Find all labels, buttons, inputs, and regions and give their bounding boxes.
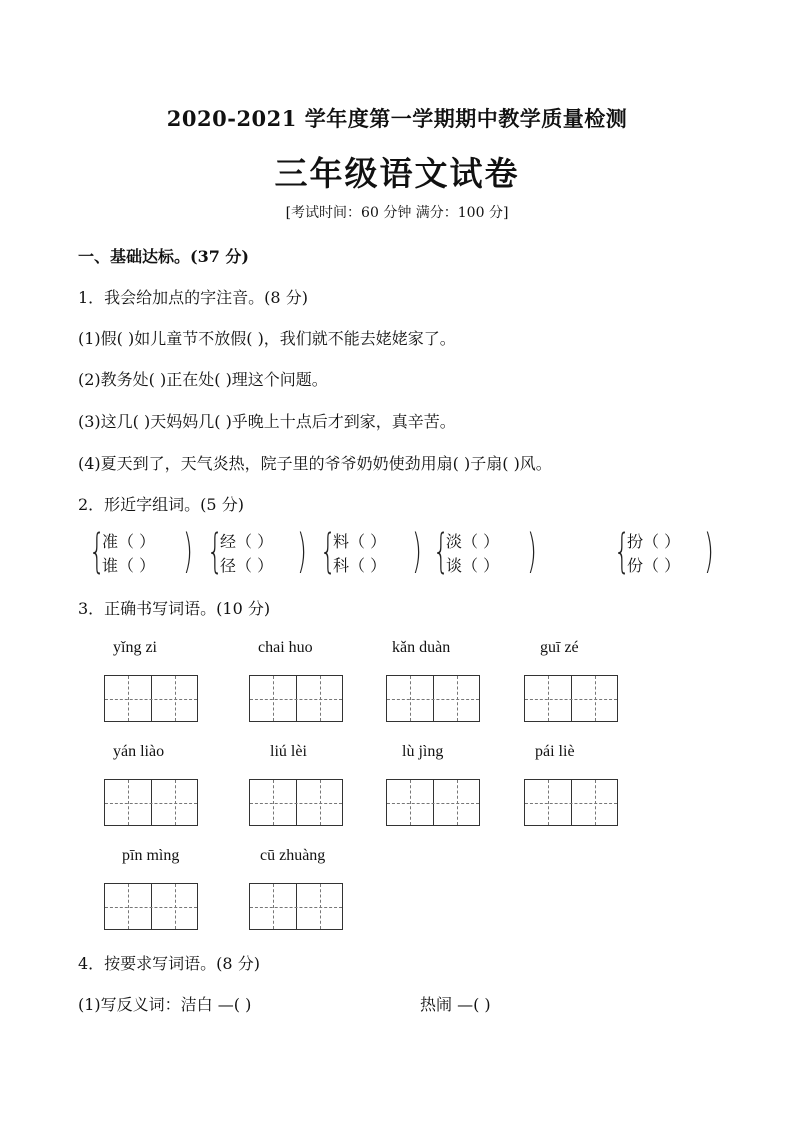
right-brace: ) [527, 524, 537, 578]
group-5-word-b: 份（ ） [627, 556, 681, 575]
left-brace: { [614, 524, 631, 578]
pinyin-7: lù jìng [402, 743, 444, 760]
group-1-word-b: 谁（ ） [102, 556, 156, 575]
pinyin-5: yán liào [113, 743, 165, 760]
pinyin-8: pái liè [535, 743, 575, 760]
char-group-2 [207, 524, 317, 579]
pinyin-4: guī zé [540, 639, 579, 656]
writing-box[interactable] [524, 675, 618, 722]
left-brace: { [207, 524, 224, 578]
pinyin-2: chai huo [258, 639, 313, 656]
group-4-word-a: 淡（ ） [446, 532, 500, 551]
right-brace: ) [183, 524, 193, 578]
question-1-line-1: (1)假( )如儿童节不放假( )，我们就不能去姥姥家了。 [78, 329, 456, 348]
right-brace: ) [297, 524, 307, 578]
question-4-line-1b: 热闹 —( ) [420, 995, 491, 1014]
right-brace: ) [412, 524, 422, 578]
writing-box[interactable] [524, 779, 618, 826]
exam-info: [考试时间：60 分钟 满分：100 分] [285, 205, 509, 221]
char-group-5 [614, 524, 724, 579]
writing-box[interactable] [249, 883, 343, 930]
group-1-word-a: 准（ ） [102, 532, 156, 551]
char-group-1 [89, 524, 199, 579]
writing-box[interactable] [386, 779, 480, 826]
group-4-word-b: 谈（ ） [446, 556, 500, 575]
question-1-prompt: 1．我会给加点的字注音。(8 分) [78, 288, 308, 307]
pinyin-3: kǎn duàn [392, 639, 451, 656]
group-2-word-a: 经（ ） [220, 532, 274, 551]
writing-box[interactable] [104, 779, 198, 826]
exam-title-main: 三年级语文试卷 [274, 154, 520, 193]
left-brace: { [320, 524, 337, 578]
left-brace: { [89, 524, 106, 578]
question-2-prompt: 2．形近字组词。(5 分) [78, 495, 244, 514]
question-4-line-1: (1)写反义词：洁白 —( ) [78, 995, 252, 1014]
group-5-word-a: 扮（ ） [627, 532, 681, 551]
pinyin-1: yǐng zi [113, 639, 157, 656]
pinyin-10: cū zhuàng [260, 847, 326, 864]
writing-box[interactable] [104, 675, 198, 722]
question-1-line-2: (2)教务处( )正在处( )理这个问题。 [78, 370, 328, 389]
writing-box[interactable] [386, 675, 480, 722]
section-heading-basics: 一、基础达标。(37 分) [78, 247, 249, 266]
question-4-prompt: 4．按要求写词语。(8 分) [78, 954, 260, 973]
left-brace: { [433, 524, 450, 578]
right-brace: ) [704, 524, 714, 578]
writing-box[interactable] [249, 675, 343, 722]
question-1-line-4: (4)夏天到了，天气炎热，院子里的爷爷奶奶使劲用扇( )子扇( )风。 [78, 454, 552, 473]
pinyin-9: pīn mìng [122, 847, 180, 864]
group-3-word-a: 料（ ） [333, 532, 387, 551]
writing-box[interactable] [104, 883, 198, 930]
question-1-line-3: (3)这几( )天妈妈几( )乎晚上十点后才到家，真辛苦。 [78, 412, 456, 431]
exam-title-line1: 2020-2021 学年度第一学期期中教学质量检测 [166, 106, 628, 131]
group-2-word-b: 径（ ） [220, 556, 274, 575]
char-group-4 [433, 524, 543, 579]
group-3-word-b: 科（ ） [333, 556, 387, 575]
writing-box[interactable] [249, 779, 343, 826]
pinyin-6: liú lèi [270, 743, 307, 760]
question-3-prompt: 3．正确书写词语。(10 分) [78, 599, 271, 618]
char-group-3 [320, 524, 430, 579]
